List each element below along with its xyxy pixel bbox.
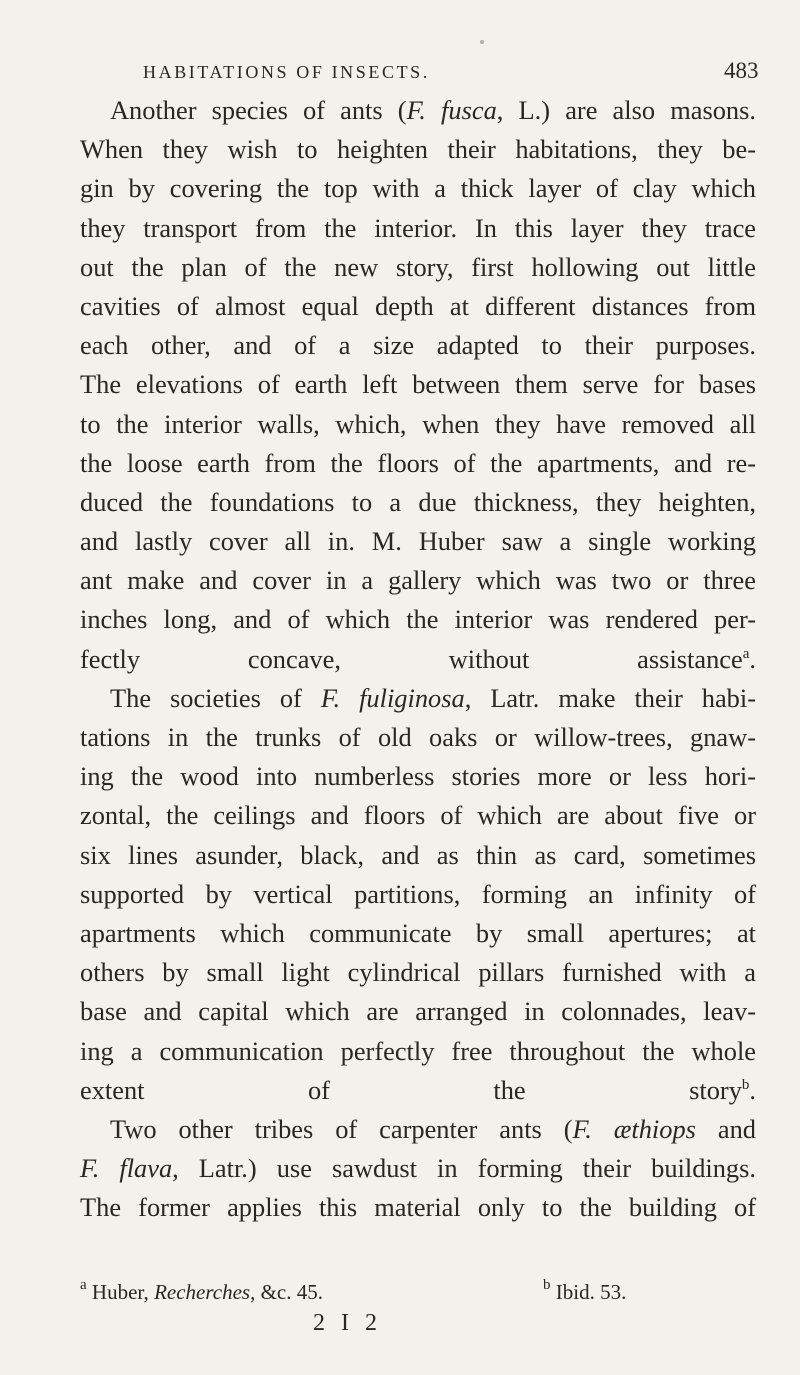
italic-species-name: F. flava bbox=[80, 1153, 173, 1184]
text-run: apartments which communicate by small apertures; at bbox=[80, 917, 756, 948]
italic-species-name: F. fusca bbox=[406, 95, 497, 125]
text-run: . bbox=[749, 1074, 756, 1105]
text-run: inches long, and of which the interior was rendered per- bbox=[80, 604, 756, 635]
footnote-a bbox=[80, 1277, 323, 1305]
text-run: others by small light cylindrical pillars furnished with a bbox=[80, 957, 756, 988]
text-line bbox=[50, 600, 756, 639]
text-line bbox=[50, 287, 756, 326]
page-number: 483 bbox=[724, 58, 759, 83]
body-text bbox=[50, 91, 756, 1227]
text-run: extent of the story bbox=[80, 1074, 742, 1105]
text-line bbox=[50, 992, 756, 1031]
footnote-marker: b bbox=[543, 1277, 551, 1293]
running-head: HABITATIONS OF INSECTS. bbox=[143, 62, 430, 82]
footnote-author: Huber, bbox=[91, 1280, 155, 1304]
paragraph bbox=[50, 1110, 756, 1228]
text-line bbox=[50, 1071, 756, 1110]
footnote-rest: , &c. 45. bbox=[250, 1280, 323, 1304]
footnote-marker: a bbox=[80, 1277, 87, 1293]
text-line bbox=[50, 718, 756, 757]
text-line bbox=[50, 130, 756, 169]
footnote-b bbox=[543, 1277, 627, 1305]
text-line bbox=[50, 796, 756, 835]
footnote-reference: a bbox=[742, 645, 750, 662]
text-line bbox=[50, 209, 756, 248]
signature-mark: 2 I 2 bbox=[313, 1310, 382, 1336]
text-line bbox=[50, 875, 756, 914]
text-line bbox=[50, 365, 756, 404]
text-line bbox=[50, 1110, 756, 1149]
text-run: tations in the trunks of old oaks or willow-trees, gnaw- bbox=[80, 722, 756, 752]
text-line bbox=[50, 561, 756, 600]
italic-species-name: F. æthiops bbox=[572, 1113, 696, 1144]
text-line bbox=[50, 91, 756, 130]
text-line bbox=[50, 326, 756, 365]
text-run: gin by covering the top with a thick layer of clay which bbox=[80, 173, 756, 204]
text-line bbox=[50, 248, 756, 287]
text-run: cavities of almost equal depth at different distances from bbox=[80, 290, 756, 321]
text-run: the loose earth from the floors of the apartments, and re- bbox=[80, 447, 756, 478]
text-run: ing the wood into numberless stories more or less hori- bbox=[80, 761, 756, 792]
text-run: The elevations of earth left between them serve for bases bbox=[80, 369, 756, 400]
text-line bbox=[50, 444, 756, 483]
text-line bbox=[50, 640, 756, 679]
text-run: they transport from the interior. In this layer they trace bbox=[80, 212, 756, 243]
text-line bbox=[50, 405, 756, 444]
text-run: ing a communication perfectly free throughout the whole bbox=[80, 1035, 756, 1066]
text-run: , Latr.) use sawdust in forming their buildings. bbox=[172, 1153, 756, 1184]
text-line bbox=[50, 679, 756, 718]
text-run: supported by vertical partitions, forming an infinity of bbox=[80, 878, 756, 909]
text-line bbox=[50, 1188, 756, 1227]
text-line bbox=[50, 914, 756, 953]
ink-speck bbox=[480, 40, 484, 44]
text-run: six lines asunder, black, and as thin as card, sometimes bbox=[80, 839, 756, 870]
text-line bbox=[50, 953, 756, 992]
text-run: out the plan of the new story, first hollowing out little bbox=[80, 251, 756, 282]
text-run: each other, and of a size adapted to their purposes. bbox=[80, 330, 756, 361]
footnote-reference: b bbox=[741, 1076, 750, 1093]
page-header bbox=[0, 58, 800, 88]
text-run: . bbox=[749, 643, 756, 674]
text-run: Another species of ants ( bbox=[110, 95, 407, 125]
text-run: zontal, the ceilings and floors of which are about five or bbox=[80, 800, 756, 831]
text-line bbox=[50, 522, 756, 561]
text-line bbox=[50, 1032, 756, 1071]
footnote-title: Recherches bbox=[154, 1280, 251, 1304]
text-run: , L.) are also masons. bbox=[496, 95, 756, 125]
text-run: Two other tribes of carpenter ants ( bbox=[110, 1113, 573, 1144]
text-run: fectly concave, without assistance bbox=[80, 643, 743, 674]
text-line bbox=[50, 169, 756, 208]
italic-species-name: F. fuliginosa bbox=[320, 682, 465, 713]
paragraph bbox=[50, 679, 756, 1110]
text-line bbox=[50, 757, 756, 796]
text-line bbox=[50, 1149, 756, 1188]
text-run: to the interior walls, which, when they have removed all bbox=[80, 408, 756, 439]
text-run: duced the foundations to a due thickness, they heighten, bbox=[80, 486, 756, 517]
text-run: When they wish to heighten their habitations, they be- bbox=[80, 134, 756, 165]
text-run: ant make and cover in a gallery which was two or three bbox=[80, 565, 756, 596]
text-run: and lastly cover all in. M. Huber saw a single working bbox=[80, 526, 756, 557]
text-run: The former applies this material only to the building of bbox=[80, 1192, 756, 1223]
text-run: and bbox=[695, 1113, 756, 1144]
text-run: The societies of bbox=[110, 682, 321, 713]
text-line bbox=[50, 836, 756, 875]
text-line bbox=[50, 483, 756, 522]
text-run: , Latr. make their habi- bbox=[464, 682, 756, 713]
paragraph bbox=[50, 91, 756, 679]
footnote-text: Ibid. 53. bbox=[555, 1280, 627, 1304]
footnotes bbox=[80, 1277, 780, 1314]
text-run: base and capital which are arranged in colonnades, leav- bbox=[80, 996, 756, 1027]
